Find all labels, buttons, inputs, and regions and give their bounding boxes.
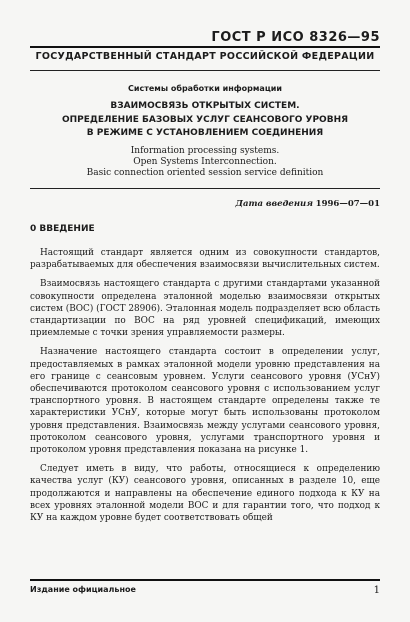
english-title-line: Open Systems Interconnection. xyxy=(133,157,277,167)
introduction-date-value: 1996—07—01 xyxy=(315,199,380,209)
introduction-date xyxy=(235,199,380,209)
english-title-line: Basic connection oriented session service definition xyxy=(86,168,324,178)
russian-title xyxy=(30,100,380,141)
paragraph: Назначение настоящего стандарта состоит в определении услуг, предоставляемых в рамках эталонной модели уровню представления на его границе с сеансовым уровнем. Услуги сеансового уровня (УСнУ) обеспечиваются протоколом сеансового уровня с использованием услуг транспортного уровня. В настоящем стандарте определены также те характеристики УСнУ, которые могут быть использованы протоколом уровня представления. Взаимосвязь между услугами сеансового уровня, протоколом сеансового уровня, услугами транспортного уровня и протоколом уровня представления показана на рисунке 1. xyxy=(30,347,380,456)
section-heading: 0 ВВЕДЕНИЕ xyxy=(30,224,95,234)
introduction-date-label: Дата введения xyxy=(235,199,313,209)
title-rule xyxy=(30,70,380,71)
english-title xyxy=(30,146,380,179)
russian-title-line: В РЕЖИМЕ С УСТАНОВЛЕНИЕМ СОЕДИНЕНИЯ xyxy=(86,128,324,138)
top-rule xyxy=(30,46,380,48)
standard-number: ГОСТ Р ИСО 8326—95 xyxy=(211,30,380,45)
series-title: Системы обработки информации xyxy=(128,84,282,93)
paragraph: Настоящий стандарт является одним из совокупности стандартов, разрабатываемых для обеспечения взаимосвязи вычислительных систем. xyxy=(30,248,380,271)
date-rule xyxy=(30,188,380,189)
body-text xyxy=(30,247,380,531)
footer-rule xyxy=(30,579,380,581)
page-number: 1 xyxy=(373,585,380,596)
paragraph: Следует иметь в виду, что работы, относящиеся к определению качества услуг (КУ) сеансового уровня, описанных в разделе 10, еще продолжаются и направлены на обеспечение единого подхода к КУ на всех уровнях эталонной модели ВОС и для гарантии того, что подход к КУ на каждом уровне будет соответствовать общей xyxy=(30,464,380,524)
state-standard-heading: ГОСУДАРСТВЕННЫЙ СТАНДАРТ РОССИЙСКОЙ ФЕДЕРАЦИИ xyxy=(35,51,375,62)
paragraph: Взаимосвязь настоящего стандарта с другими стандартами указанной совокупности определена эталонной моделью взаимосвязи открытых систем (ВОС) (ГОСТ 28906). Эталонная модель подразделяет всю область стандартизации по ВОС на ряд уровней спецификаций, имеющих приемлемые с точки зрения управляемости размеры. xyxy=(30,279,380,339)
russian-title-line: ВЗАИМОСВЯЗЬ ОТКРЫТЫХ СИСТЕМ. xyxy=(110,101,300,111)
english-title-line: Information processing systems. xyxy=(130,146,280,156)
edition-note: Издание официальное xyxy=(30,585,136,594)
russian-title-line: ОПРЕДЕЛЕНИЕ БАЗОВЫХ УСЛУГ СЕАНСОВОГО УРОВНЯ xyxy=(61,114,349,125)
